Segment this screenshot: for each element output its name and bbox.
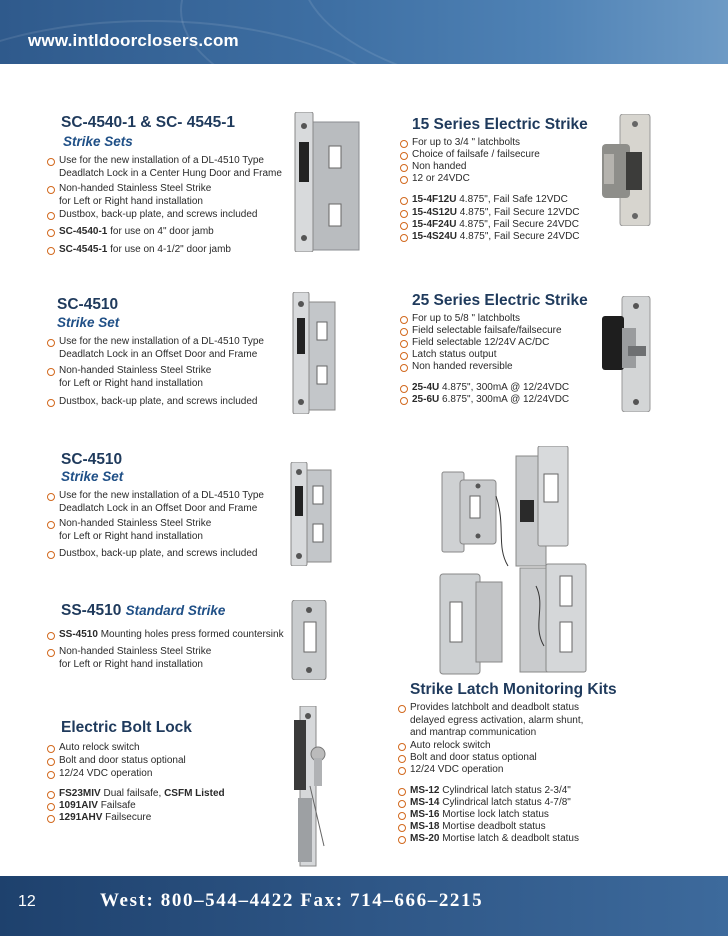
section-title-ss4510: SS-4510 Standard Strike bbox=[61, 602, 226, 619]
kit-plate-3 bbox=[440, 574, 502, 674]
bullet-item: 12 or 24VDC bbox=[400, 173, 470, 186]
bullet-item: Bolt and door status optional bbox=[47, 755, 186, 768]
bullet-item: 15-4S12U 4.875", Fail Secure 12VDC bbox=[400, 207, 580, 220]
strike-plate-image bbox=[287, 462, 339, 566]
section-title-monitoring-kits: Strike Latch Monitoring Kits bbox=[410, 681, 617, 698]
bullet-item: Dustbox, back-up plate, and screws included bbox=[47, 396, 257, 409]
bullet-item: SC-4540-1 for use on 4" door jamb bbox=[47, 226, 214, 239]
bullet-item: Use for the new installation of a DL-4510 Type Deadlatch Lock in an Offset Door and Frame bbox=[47, 490, 264, 515]
section-title-sc4540: SC-4540-1 & SC- 4545-1 bbox=[61, 114, 236, 131]
bullet-item: Field selectable failsafe/failsecure bbox=[400, 325, 562, 338]
section-subtitle-sc4540: Strike Sets bbox=[63, 134, 133, 149]
bullet-item: 1091AIV Failsafe bbox=[47, 800, 136, 813]
bullet-item: MS-20 Mortise latch & deadbolt status bbox=[398, 833, 579, 846]
kit-plate-1 bbox=[442, 472, 496, 552]
bullet-item: MS-16 Mortise lock latch status bbox=[398, 809, 549, 822]
bullet-item: Auto relock switch bbox=[47, 742, 140, 755]
bullet-item: MS-14 Cylindrical latch status 4-7/8" bbox=[398, 797, 571, 810]
bullet-item: Non handed bbox=[400, 161, 467, 174]
bullet-item: Non-handed Stainless Steel Strike for Left or Right hand installation bbox=[47, 365, 211, 390]
bullet-item: 15-4F24U 4.875", Fail Secure 24VDC bbox=[400, 219, 579, 232]
bullet-item: 12/24 VDC operation bbox=[47, 768, 152, 781]
bullet-item: Use for the new installation of a DL-4510 Type Deadlatch Lock in a Center Hung Door and Frame bbox=[47, 155, 282, 180]
page-header-band bbox=[0, 0, 728, 64]
electric-strike-image bbox=[600, 296, 658, 412]
section-title-bolt-lock: Electric Bolt Lock bbox=[61, 719, 192, 736]
bullet-item: MS-12 Cylindrical latch status 2-3/4" bbox=[398, 785, 571, 798]
section-title-sc4510: SC-4510 bbox=[57, 296, 119, 313]
section-title-25-series: 25 Series Electric Strike bbox=[412, 292, 588, 309]
bullet-item: Auto relock switch bbox=[398, 740, 491, 753]
bullet-item: Non-handed Stainless Steel Strike for Left or Right hand installation bbox=[47, 183, 211, 208]
page-number: 12 bbox=[18, 893, 36, 910]
strike-plate-image bbox=[285, 292, 345, 414]
bullet-item: FS23MIV Dual failsafe, CSFM Listed bbox=[47, 788, 225, 801]
website-url[interactable]: www.intldoorclosers.com bbox=[28, 31, 239, 50]
bullet-item: 12/24 VDC operation bbox=[398, 764, 503, 777]
bullet-item: Field selectable 12/24V AC/DC bbox=[400, 337, 549, 350]
bullet-item: Bolt and door status optional bbox=[398, 752, 537, 765]
electric-bolt-lock-image bbox=[288, 706, 332, 870]
strike-plate-image bbox=[288, 600, 332, 680]
bullet-item: 25-6U 6.875", 300mA @ 12/24VDC bbox=[400, 394, 569, 407]
bullet-item: Non handed reversible bbox=[400, 361, 513, 374]
footer-contact: West: 800–544–4422 Fax: 714–666–2215 bbox=[100, 890, 484, 911]
bullet-item: Latch status output bbox=[400, 349, 497, 362]
kit-plate-4 bbox=[520, 564, 586, 672]
section-title-sc4510: SC-4510 bbox=[61, 451, 123, 468]
bullet-item: Dustbox, back-up plate, and screws included bbox=[47, 209, 257, 222]
bullet-item: Use for the new installation of a DL-4510 Type Deadlatch Lock in an Offset Door and Frame bbox=[47, 336, 264, 361]
kit-plate-2 bbox=[516, 446, 568, 566]
bullet-item: Non-handed Stainless Steel Strike for Left or Right hand installation bbox=[47, 518, 211, 543]
section-subtitle-sc4510: Strike Set bbox=[61, 469, 124, 484]
bullet-item: 25-4U 4.875", 300mA @ 12/24VDC bbox=[400, 382, 569, 395]
bullet-item: For up to 5/8 " latchbolts bbox=[400, 313, 520, 326]
strike-plate-image bbox=[285, 112, 365, 252]
bullet-item: 1291AHV Failsecure bbox=[47, 812, 151, 825]
bullet-item: SS-4510 Mounting holes press formed countersink bbox=[47, 629, 284, 642]
bullet-item: SC-4545-1 for use on 4-1/2" door jamb bbox=[47, 244, 231, 257]
section-title-15-series: 15 Series Electric Strike bbox=[412, 116, 588, 133]
bullet-item: For up to 3/4 " latchbolts bbox=[400, 137, 520, 150]
bullet-item: MS-18 Mortise deadbolt status bbox=[398, 821, 546, 834]
electric-strike-image bbox=[598, 114, 658, 226]
bullet-item: Choice of failsafe / failsecure bbox=[400, 149, 540, 162]
monitoring-kit-image bbox=[436, 446, 624, 676]
section-subtitle-sc4510: Strike Set bbox=[57, 315, 120, 330]
bullet-item: Provides latchbolt and deadbolt status delayed egress activation, alarm shunt, and mantrap communication bbox=[398, 702, 583, 740]
page-footer-band bbox=[0, 876, 728, 936]
bullet-item: 15-4S24U 4.875", Fail Secure 24VDC bbox=[400, 231, 580, 244]
bullet-item: 15-4F12U 4.875", Fail Safe 12VDC bbox=[400, 194, 568, 207]
bullet-item: Dustbox, back-up plate, and screws included bbox=[47, 548, 257, 561]
bullet-item: Non-handed Stainless Steel Strike for Left or Right hand installation bbox=[47, 646, 211, 671]
